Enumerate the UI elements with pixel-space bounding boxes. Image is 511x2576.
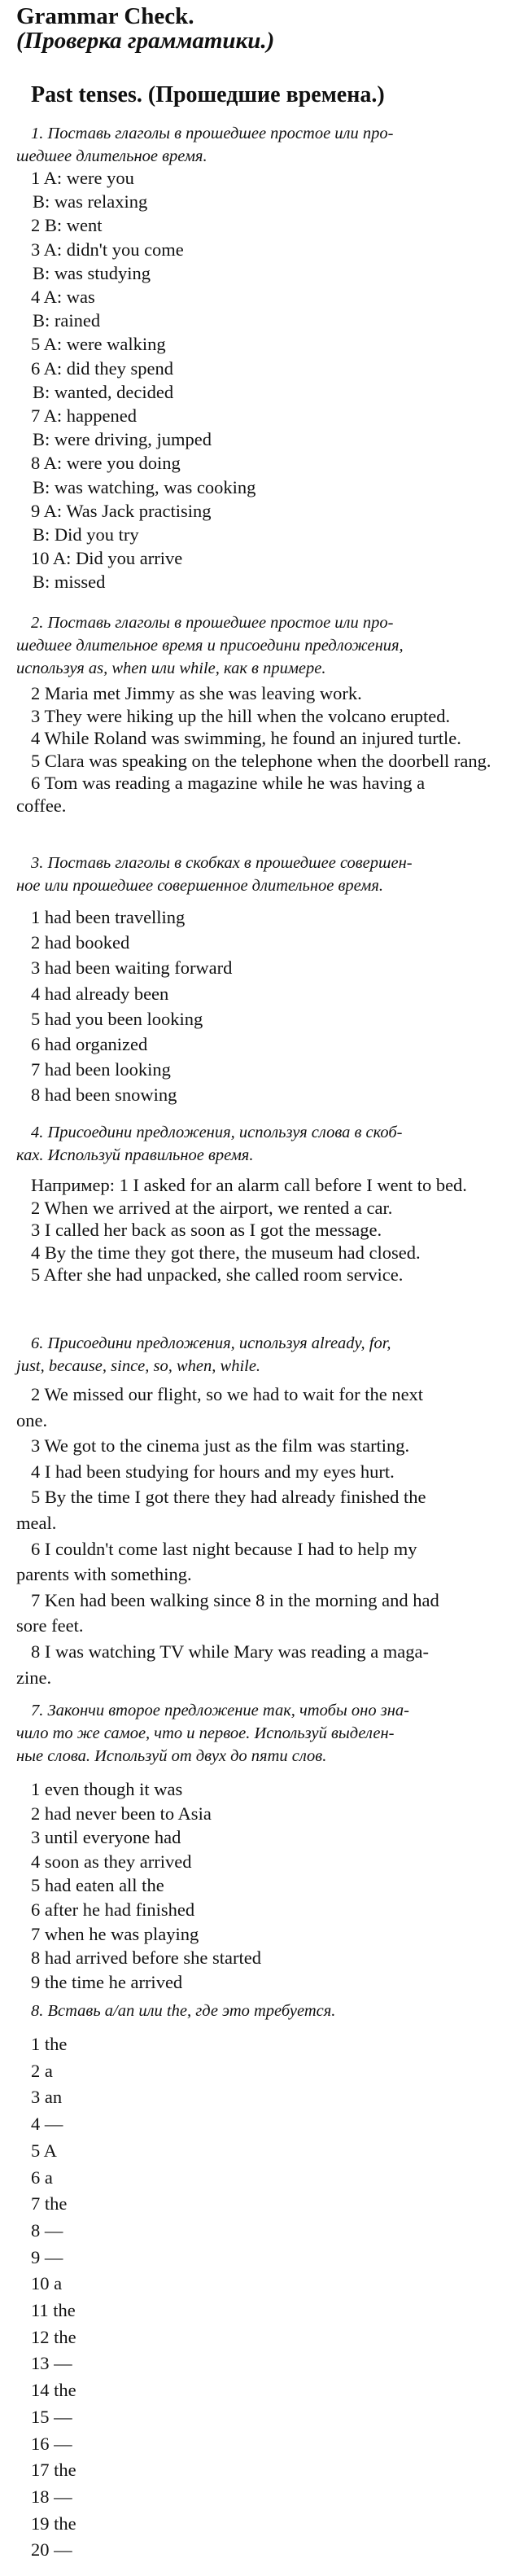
answer-line: 6 A: did they spend [31,357,173,379]
answer-line: zine. [16,1667,52,1688]
answer-line: sore feet. [16,1615,84,1636]
answer-line: 13 — [31,2353,72,2374]
answer-line: coffee. [16,795,67,816]
answer-line: 3 until everyone had [31,1827,181,1848]
answer-line: 18 — [31,2486,72,2507]
section-heading: Past tenses. (Прошедшие времена.) [31,82,385,107]
answer-line: B: was studying [33,262,151,283]
answer-line: 8 A: were you doing [31,453,181,474]
answer-line: 10 a [31,2273,63,2294]
answer-line: 5 Clara was speaking on the telephone when the doorbell rang. [31,750,491,771]
task-3-line-2: ное или прошедшее совершенное длительное время. [16,877,383,895]
task-6-line-2: just, because, since, so, when, while. [16,1357,261,1375]
answer-line: 7 when he was playing [31,1923,199,1944]
task-3-line-1: 3. Поставь глаголы в скобках в прошедшее совершен- [31,854,413,872]
answer-line: 8 I was watching TV while Mary was reading a maga- [31,1641,430,1662]
task-7-line-3: ные слова. Используй от двух до пяти слов. [16,1747,327,1765]
answer-line: 1 had been travelling [31,907,186,927]
answer-line: 2 B: went [31,215,103,236]
answer-line: meal. [16,1513,57,1533]
task-8-line-1: 8. Вставь a/an или the, где это требуется. [31,2002,336,2020]
answer-line: B: were driving, jumped [33,429,212,450]
answer-line: 2 Maria met Jimmy as she was leaving work. [31,683,362,703]
answer-line: 4 soon as they arrived [31,1851,192,1872]
answer-line: 10 A: Did you arrive [31,548,183,569]
answer-line: B: wanted, decided [33,381,174,402]
answer-line: 5 By the time I got there they had already finished the [31,1487,426,1508]
answer-line: 3 A: didn't you come [31,239,184,260]
answer-line: 6 had organized [31,1034,148,1054]
answer-line: 7 had been looking [31,1059,171,1080]
answer-line: 12 the [31,2326,76,2347]
answer-line: one. [16,1409,48,1430]
answer-line: 11 the [31,2300,76,2320]
answer-line: 9 the time he arrived [31,1971,183,1992]
answer-line: 5 had eaten all the [31,1875,164,1896]
answer-line: 8 had been snowing [31,1084,177,1106]
answer-line: 19 the [31,2512,76,2534]
answer-line: 3 We got to the cinema just as the film was starting. [31,1435,410,1457]
answer-line: 9 — [31,2246,63,2267]
answer-line: 14 the [31,2380,76,2401]
answer-line: 4 While Roland was swimming, he found an injured turtle. [31,728,461,748]
answer-line: 8 — [31,2219,63,2241]
task-1-line-2: шедшее длительное время. [16,147,207,165]
answer-line: 17 the [31,2460,76,2481]
answer-line: 5 A [31,2140,57,2161]
answer-line: 5 After she had unpacked, she called room service. [31,1264,404,1285]
answer-line: 6 after he had finished [31,1899,195,1920]
answer-line: B: Did you try [33,524,139,545]
answer-line: B: missed [33,572,106,593]
answer-line: 4 had already been [31,983,169,1004]
answer-line: 3 an [31,2087,63,2108]
answer-line: 6 Tom was reading a magazine while he was having a [31,773,426,793]
task-2-line-3: используя as, when или while, как в примере. [16,659,326,677]
answer-line: 16 — [31,2433,72,2454]
answer-line: 20 — [31,2539,72,2561]
answer-line: 7 the [31,2193,68,2215]
answer-line: 6 a [31,2166,53,2188]
answer-line: 4 — [31,2114,63,2135]
answer-line: 15 — [31,2406,72,2427]
answer-line: 3 They were hiking up the hill when the volcano erupted. [31,705,451,726]
task-1-line-1: 1. Поставь глаголы в прошедшее простое или про- [31,125,394,142]
task-2-line-2: шедшее длительное время и присоедини предложения, [16,637,404,655]
answer-line: 8 had arrived before she started [31,1947,261,1969]
answer-line: 5 A: were walking [31,334,166,355]
answer-line: 3 had been waiting forward [31,957,233,979]
answer-line: 2 had booked [31,932,130,953]
task-4-line-2: ках. Используй правильное время. [16,1146,254,1164]
answer-line: 4 I had been studying for hours and my eyes hurt. [31,1461,395,1482]
answer-line: 3 I called her back as soon as I got the message. [31,1220,382,1240]
answer-line: 2 We missed our flight, so we had to wait for the next [31,1384,424,1404]
answer-line: 2 had never been to Asia [31,1803,212,1824]
task-7-line-2: чило то же самое, что и первое. Используй выделен- [16,1724,395,1742]
answer-line: 6 I couldn't come last night because I had to help my [31,1538,417,1559]
task-7-line-1: 7. Закончи второе предложение так, чтобы оно зна- [31,1702,409,1720]
answer-line: B: was relaxing [33,191,148,212]
page-title: Grammar Check. [16,3,194,29]
answer-line: B: rained [33,310,101,331]
answer-line: 1 A: were you [31,168,134,188]
answer-line: B: was watching, was cooking [33,476,256,497]
answer-line: 1 the [31,2034,68,2054]
answer-line: 5 had you been looking [31,1008,203,1029]
answer-line: 4 A: was [31,287,95,307]
answer-line: 9 A: Was Jack practising [31,500,212,521]
page-title-ru: (Проверка грамматики.) [16,28,275,54]
task-6-line-1: 6. Присоедини предложения, используя already, for, [31,1334,391,1352]
answer-line: 7 A: happened [31,405,137,426]
answer-line: 2 a [31,2060,53,2081]
task-4-line-1: 4. Присоедини предложения, используя слова в скоб- [31,1124,403,1141]
answer-line: 1 even though it was [31,1779,183,1799]
answer-line: 7 Ken had been walking since 8 in the morning and had [31,1589,439,1610]
answer-line: 2 When we arrived at the airport, we rented a car. [31,1197,393,1218]
answer-line: parents with something. [16,1564,192,1585]
answer-line: Например: 1 I asked for an alarm call before I went to bed. [31,1175,467,1195]
task-2-line-1: 2. Поставь глаголы в прошедшее простое или про- [31,614,394,632]
answer-line: 4 By the time they got there, the museum had closed. [31,1242,421,1263]
